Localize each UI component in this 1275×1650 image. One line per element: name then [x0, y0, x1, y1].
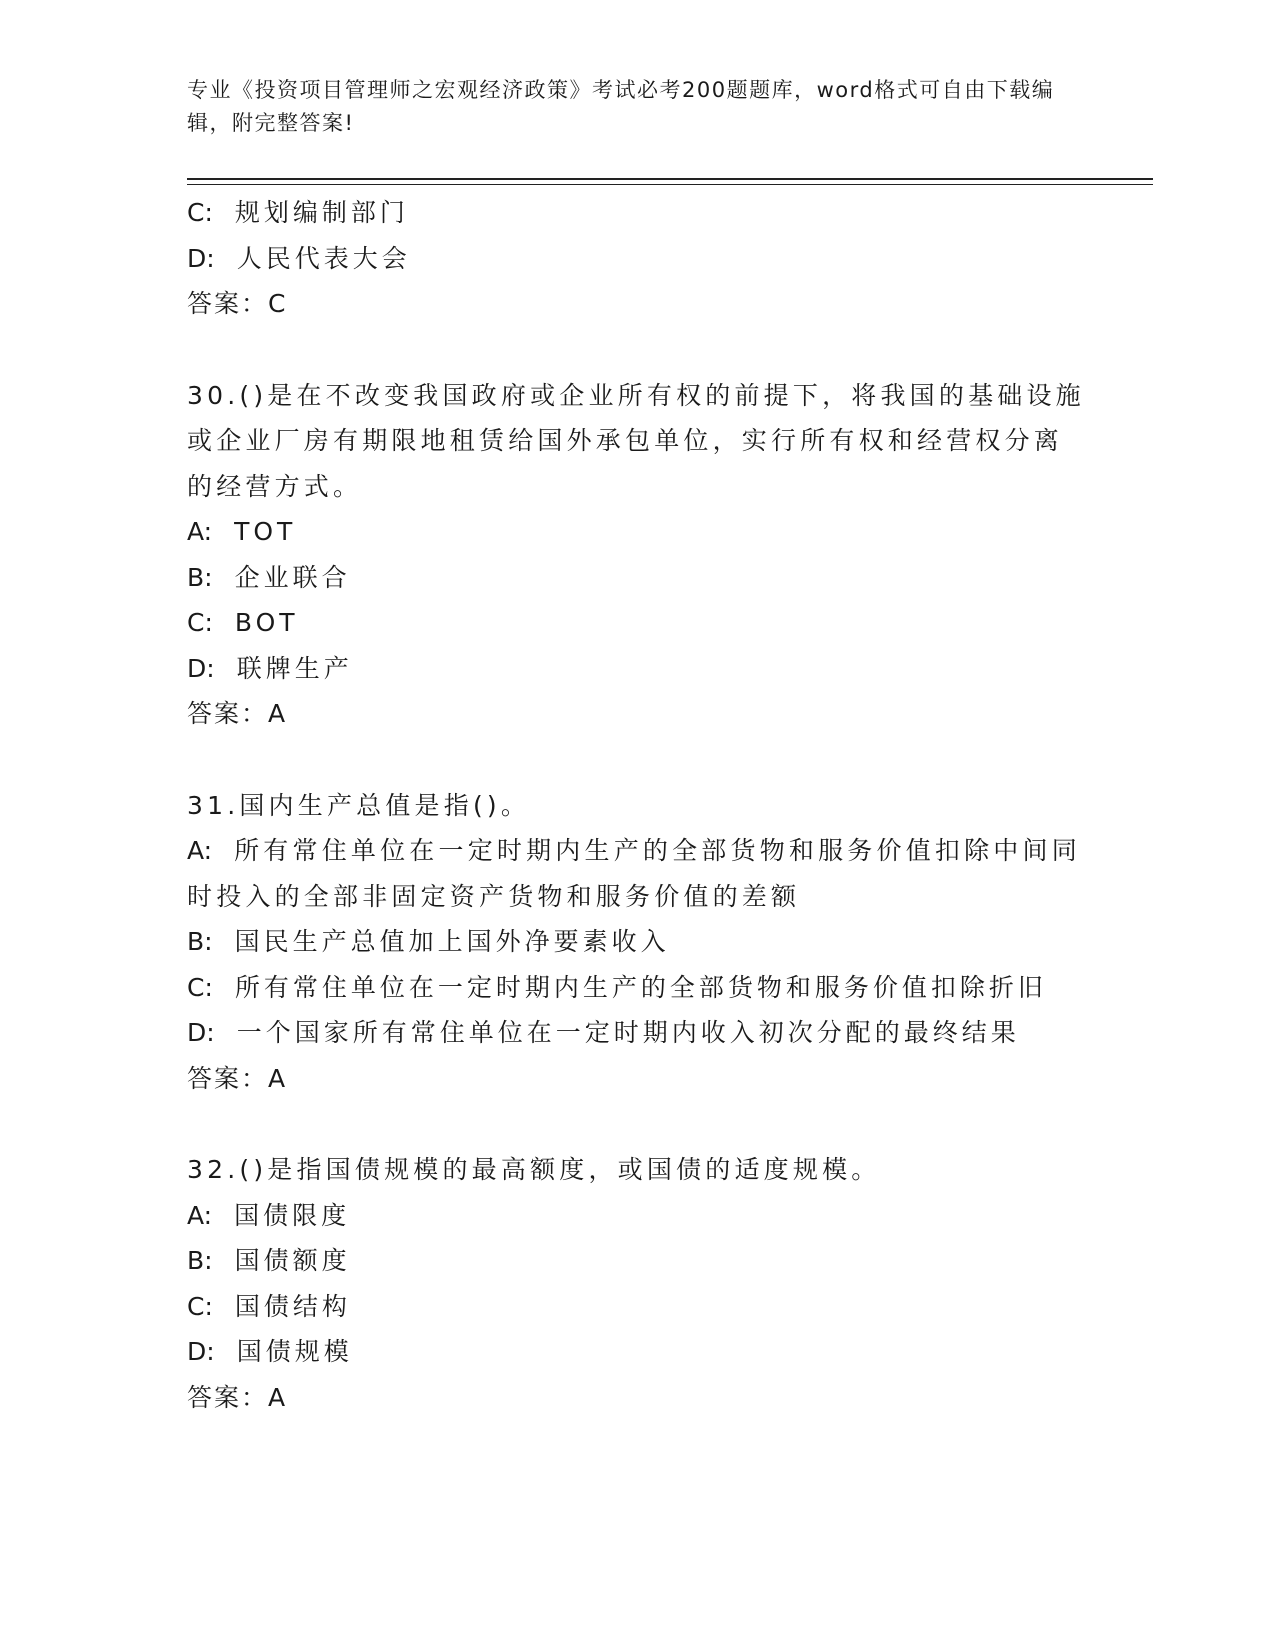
- question-list: [187, 190, 1087, 1466]
- answer-line: 答案：A: [187, 1382, 288, 1412]
- answer-line: 答案：C: [187, 289, 288, 318]
- document-header: [187, 74, 1067, 140]
- option-c: C: 国债结构: [187, 1291, 351, 1321]
- option-b: B: 企业联合: [187, 562, 351, 592]
- option-c: C: 规划编制部门: [187, 198, 409, 227]
- question-text: 31.国内生产总值是指()。: [187, 790, 531, 820]
- question-block-31: [187, 783, 1087, 1102]
- option-b: B: 国债额度: [187, 1246, 351, 1275]
- header-title: 专业《投资项目管理师之宏观经济政策》考试必考200题题库，word格式可自由下载编辑，附完整答案!: [187, 78, 1055, 135]
- option-c: C: BOT: [187, 608, 299, 637]
- answer-line: 答案：A: [187, 1063, 288, 1093]
- header-divider-thick: [187, 178, 1153, 180]
- option-b: B: 国民生产总值加上国外净要素收入: [187, 927, 670, 956]
- header-divider-thin: [187, 184, 1153, 185]
- question-number: 30.: [187, 380, 240, 410]
- option-c: C: 所有常住单位在一定时期内生产的全部货物和服务价值扣除折旧: [187, 972, 1047, 1002]
- option-d: D: 联牌生产: [187, 653, 353, 683]
- option-d: D: 人民代表大会: [187, 243, 411, 273]
- question-block-32: [187, 1147, 1087, 1420]
- question-block-30: [187, 373, 1087, 737]
- question-number: 32.: [187, 1155, 240, 1184]
- option-d: D: 一个国家所有常住单位在一定时期内收入初次分配的最终结果: [187, 1018, 1020, 1047]
- option-a: A: 所有常住单位在一定时期内生产的全部货物和服务价值扣除中间同时投入的全部非固定资产货物和服务价值的差额: [187, 836, 1081, 911]
- question-text: 30.()是在不改变我国政府或企业所有权的前提下，将我国的基础设施或企业厂房有期限地租赁给国外承包单位，实行所有权和经营权分离的经营方式。: [187, 380, 1085, 501]
- option-d: D: 国债规模: [187, 1337, 353, 1366]
- question-number: 31.: [187, 790, 240, 820]
- option-a: A: 国债限度: [187, 1200, 351, 1230]
- question-block-29-tail: [187, 190, 1087, 327]
- option-a: A: TOT: [187, 517, 297, 546]
- question-text: 32.()是指国债规模的最高额度，或国债的适度规模。: [187, 1155, 881, 1184]
- answer-line: 答案：A: [187, 699, 288, 728]
